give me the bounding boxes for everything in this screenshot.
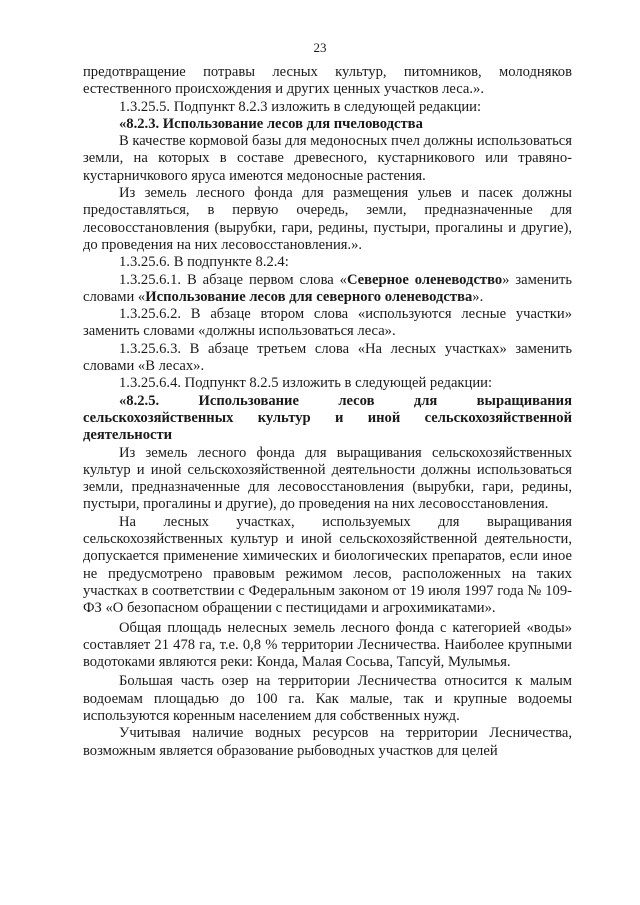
paragraph-6-part-c: » заменить словами « bbox=[83, 271, 572, 305]
paragraph-13: Большая часть озер на территории Лесничества относится к малым водоемам площадью до 100 га. Как малые, так и крупные водоемы используются коренным населением для собственных нужд. bbox=[83, 673, 572, 724]
paragraph-6-part-a: 1.3.25.6.1. В абзаце первом слова « bbox=[119, 271, 347, 288]
paragraph-12: Общая площадь нелесных земель лесного фонда с категорией «воды» составляет 21 478 га, т.е. 0,8 % территории Лесничества. Наиболее крупными водотоками являются реки: Конда, Малая Сосьва, Тапсуй, Мулымья. bbox=[83, 619, 572, 671]
heading-8-2-3: «8.2.3. Использование лесов для пчеловодства bbox=[119, 115, 423, 132]
paragraph-1: предотвращение потравы лесных культур, питомников, молодняков естественного происхождения и других ценных участков леса.». bbox=[83, 64, 572, 98]
paragraph-5: 1.3.25.6. В подпункте 8.2.4: bbox=[119, 254, 289, 271]
document-body bbox=[83, 64, 572, 760]
paragraph-6-new-term: Использование лесов для северного оленеводства bbox=[145, 288, 473, 305]
paragraph-7: 1.3.25.6.2. В абзаце втором слова «используются лесные участки» заменить словами «должны использоваться леса». bbox=[83, 306, 572, 340]
paragraph-10: Из земель лесного фонда для выращивания сельскохозяйственных культур и иной сельскохозяйственной деятельности должны использоваться земли, предназначенные для лесовосстановления (вырубки, гари, редины, пустыри, прогалины и другие), до проведения на них лесовосстановления. bbox=[83, 444, 572, 513]
paragraph-8: 1.3.25.6.3. В абзаце третьем слова «На лесных участках» заменить словами «В лесах». bbox=[83, 340, 572, 375]
heading-8-2-5: «8.2.5. Использование лесов для выращивания сельскохозяйственных культур и иной сельскохозяйственной деятельности bbox=[83, 392, 572, 444]
paragraph-4: Из земель лесного фонда для размещения ульев и пасек должны предоставляться, в первую очередь, земли, предназначенные для лесовосстановления (вырубки, гари, редины, пустыри, прогалины и другие), до проведения на них лесовосстановления.». bbox=[83, 185, 572, 253]
paragraph-11: На лесных участках, используемых для выращивания сельскохозяйственных культур и иной сельскохозяйственной деятельности, допускается применение химических и биологических препаратов, если иное не предусмотрено правовым режимом лесов, расположенных на таких участках в соответствии с Федеральным законом от 19 июля 1997 года № 109-ФЗ «О безопасном обращении с пестицидами и агрохимикатами». bbox=[83, 513, 572, 617]
paragraph-3: В качестве кормовой базы для медоносных пчел должны использоваться земли, на которых в составе древесного, кустарникового или травяно-кустарничкового яруса имеются медоносные растения. bbox=[83, 133, 572, 184]
paragraph-6-part-e: ». bbox=[472, 288, 484, 305]
page-number: 23 bbox=[313, 40, 327, 55]
paragraph-9: 1.3.25.6.4. Подпункт 8.2.5 изложить в следующей редакции: bbox=[119, 375, 492, 392]
paragraph-14: Учитывая наличие водных ресурсов на территории Лесничества, возможным является образование рыбоводных участков для целей bbox=[83, 725, 572, 759]
paragraph-2: 1.3.25.5. Подпункт 8.2.3 изложить в следующей редакции: bbox=[119, 98, 482, 115]
paragraph-6-old-term: Северное оленеводство bbox=[346, 271, 503, 288]
paragraph-6 bbox=[83, 272, 572, 307]
